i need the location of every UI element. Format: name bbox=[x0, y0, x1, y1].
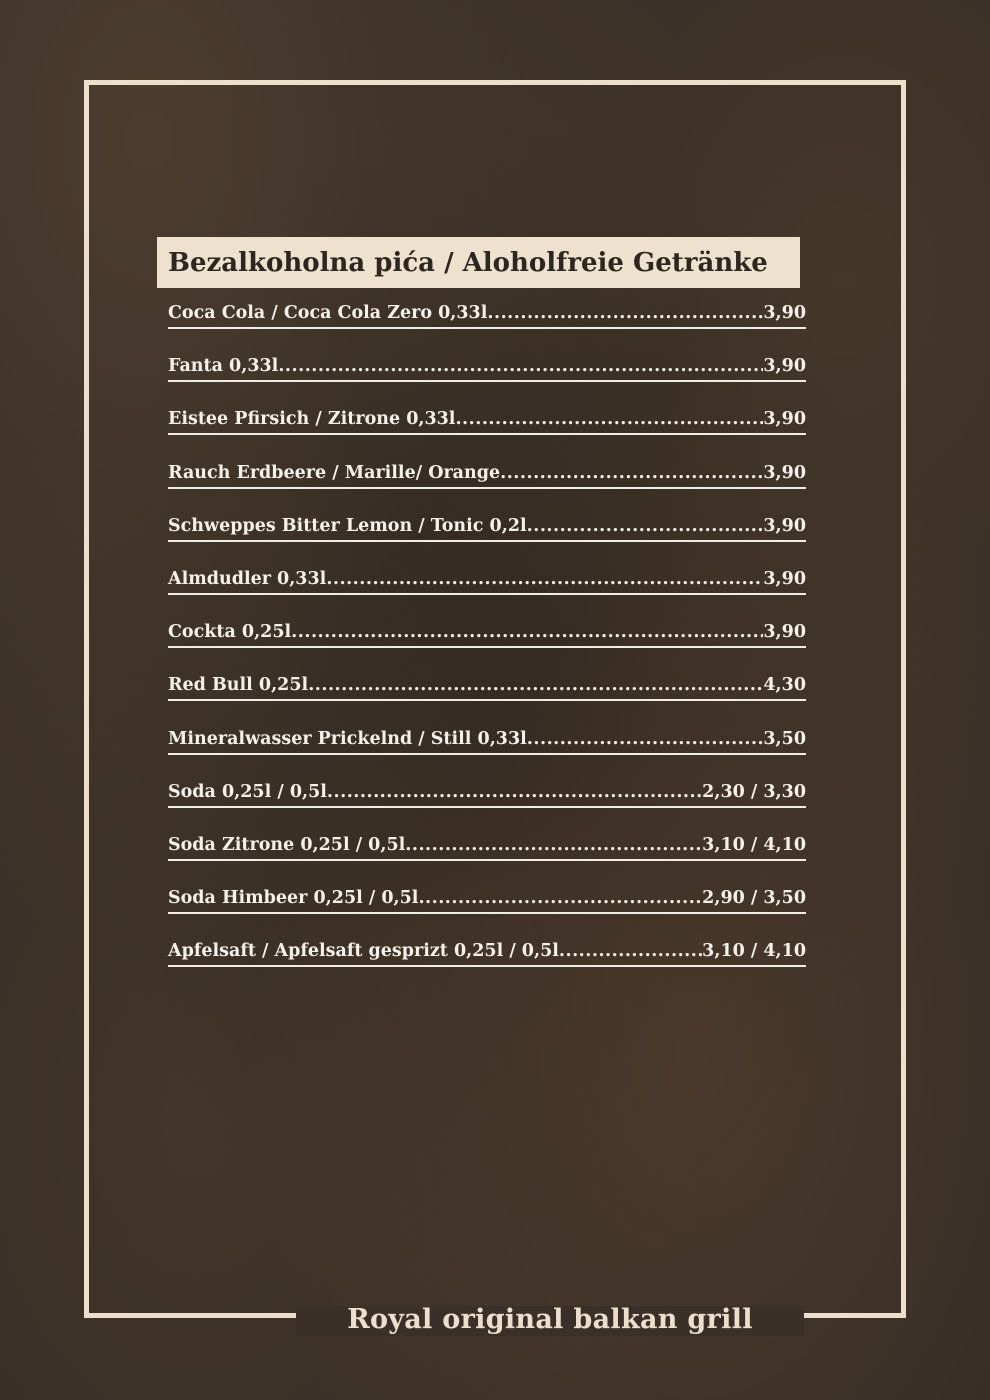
menu-item-name: Almdudler 0,33l bbox=[168, 568, 327, 589]
menu-item bbox=[168, 566, 806, 619]
menu-item-price: 3,90 bbox=[763, 409, 806, 430]
menu-item-price: 3,90 bbox=[763, 568, 806, 589]
menu-item bbox=[168, 619, 806, 672]
menu-item-name: Schweppes Bitter Lemon / Tonic 0,2l bbox=[168, 515, 527, 536]
menu-item bbox=[168, 726, 806, 779]
dot-leader bbox=[291, 619, 763, 645]
dot-leader bbox=[527, 726, 764, 752]
menu-item-name: Coca Cola / Coca Cola Zero 0,33l bbox=[168, 303, 488, 323]
menu-item bbox=[168, 406, 806, 459]
dot-leader bbox=[500, 460, 763, 486]
menu-item-price: 4,30 bbox=[763, 675, 806, 696]
menu-item-price: 3,50 bbox=[763, 728, 806, 749]
section-heading-box bbox=[157, 237, 800, 288]
menu-item-name: Soda Zitrone 0,25l / 0,5l bbox=[168, 834, 406, 855]
menu-item-price: 2,30 / 3,30 bbox=[702, 781, 806, 802]
dot-leader bbox=[405, 832, 702, 858]
menu-item-name: Mineralwasser Prickelnd / Still 0,33l bbox=[168, 728, 527, 749]
menu-item bbox=[168, 885, 806, 938]
menu-item bbox=[168, 779, 806, 832]
menu-item bbox=[168, 938, 806, 991]
menu-item bbox=[168, 353, 806, 406]
menu-item-name: Soda Himbeer 0,25l / 0,5l bbox=[168, 888, 419, 909]
menu-item bbox=[168, 513, 806, 566]
menu-item-price: 3,90 bbox=[763, 356, 806, 377]
drinks-list bbox=[168, 300, 806, 991]
dot-leader bbox=[559, 938, 702, 964]
menu-item-price: 3,10 / 4,10 bbox=[702, 941, 806, 962]
section-heading: Bezalkoholna pića / Aloholfreie Getränke bbox=[168, 247, 768, 278]
menu-item-name: Red Bull 0,25l bbox=[168, 675, 309, 696]
dot-leader bbox=[487, 300, 763, 326]
dot-leader bbox=[278, 353, 763, 379]
dot-leader bbox=[455, 406, 763, 432]
dot-leader bbox=[327, 779, 702, 805]
menu-item-name: Fanta 0,33l bbox=[168, 356, 279, 377]
menu-item bbox=[168, 460, 806, 513]
menu-item-price: 3,90 bbox=[763, 515, 806, 536]
menu-item bbox=[168, 672, 806, 725]
dot-leader bbox=[527, 513, 764, 539]
menu-item-price: 2,90 / 3,50 bbox=[702, 888, 806, 909]
menu-item bbox=[168, 300, 806, 353]
dot-leader bbox=[326, 566, 763, 592]
restaurant-name-footer: Royal original balkan grill bbox=[347, 1304, 753, 1335]
menu-item-price: 3,90 bbox=[763, 622, 806, 643]
menu-item-name: Apfelsaft / Apfelsaft gesprizt 0,25l / 0,5l bbox=[168, 941, 559, 962]
menu-item-name: Rauch Erdbeere / Marille/ Orange bbox=[168, 462, 501, 483]
dot-leader bbox=[308, 672, 763, 698]
menu-item-name: Eistee Pfirsich / Zitrone 0,33l bbox=[168, 409, 456, 430]
menu-item-name: Cockta 0,25l bbox=[168, 622, 292, 643]
menu-item-price: 3,90 bbox=[763, 303, 806, 323]
menu-item bbox=[168, 832, 806, 885]
menu-item-price: 3,10 / 4,10 bbox=[702, 834, 806, 855]
menu-item-name: Soda 0,25l / 0,5l bbox=[168, 781, 327, 802]
dot-leader bbox=[418, 885, 702, 911]
menu-item-price: 3,90 bbox=[763, 462, 806, 483]
